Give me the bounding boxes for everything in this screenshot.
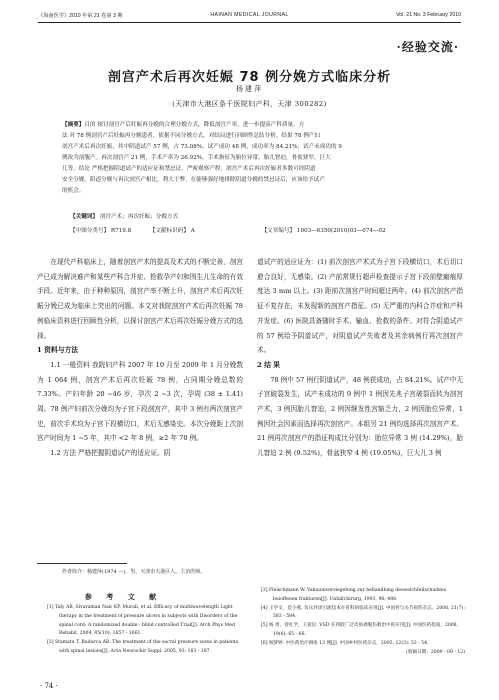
doc-code: 【文献标识码】 A <box>149 228 195 234</box>
keywords <box>70 212 178 220</box>
section-label: ·经验交流· <box>396 40 459 54</box>
header-volume: Vol. 21 No. 3 February 2010 <box>396 12 461 18</box>
abstract-line: 剖宫产术后再次妊娠，其中阴道试产 57 例，占 73.08%，试产成功 48 例，成功率为 84.21%；试产未成功的 9 <box>62 144 342 150</box>
body-paragraph: 78 例中 57 例行阴道试产，48 例获成功，占 84.21%。试产中无子宫破裂发生，试产未成功的 9 例中 1 例因先兆子宫破裂而转为剖宫产术，3 例因胎儿窘迫，2 例因继发性宫缩乏力，2 例因胎位异常，1 例因社会因素而选择再次剖宫产。本组另 21 例均选择再次剖宫产术。21 例再次剖宫产的指征构成比分别为：胎位异常 3 例 (14.29%)，胎儿窘迫 2 例 (9.52%)，骨盆狭窄 4 例 (19.05%)，巨大儿 3 例 <box>257 375 463 458</box>
abstract-line: 的机会。 <box>62 188 85 194</box>
abstract-line: 法 对 78 例剖宫产后妊娠再分娩患者，依据不同分娩方式，对结局进行回顾性总结分析。结果 78 例产妇 <box>62 133 321 139</box>
abstract-line: 目的 探讨剖宫产后妊娠再分娩的合理分娩方式，降低剖宫产率，进一步提高产科质量。方 <box>84 122 305 128</box>
page-number: · 74 · <box>40 682 58 690</box>
clc-number: 【中图分类号】 R719.8 <box>70 228 132 234</box>
body-right-column <box>257 255 463 461</box>
body-paragraph: 1.2 方法 严格把握阴道试产的适应证。阴 <box>50 449 171 458</box>
reference-item: [4] 王学文，范小燕. 负压封闭引流技术在骨科的临床应用[J]. 中国骨与关节损伤杂志，2006, 21(7): 583 - 584. <box>261 605 465 620</box>
reference-item: [1] Taly AB, Sivaraman Nair KP, Murali, et al. Efficacy of multiwavelength Light therapy in the treatment of pressure ulcers in subjects with Disorders of the spinal cord: A randomized double - blind controlled Trial[J]. Arch Phys Med Rehabil, 2004, 85(10): 1657 - 1661. <box>47 605 238 637</box>
author-footnote: 作者简介：杨建萍(1974 —)，男，天津市大港区人，主治医师。 <box>62 569 206 575</box>
body-paragraph: 1.1 一般资料 我院妇产科 2007 年 10 月至 2009 年 1 月分娩数为 1 064 例，剖宫产术后再次妊娠 78 例，占同期分娩总数的 7.33%。产妇年龄 20 ~46 岁，孕次 2 ~3 次，孕周 (38 ± 1.41) 周。78 例产妇前次分娩均为子宫下段剖宫产，其中 3 例有两次剖宫产史，前次手术均为子宫下段横切口，术后无感染史。本次分娩距上次剖宫产时间为 1 ~5 年，其中 <2 年 8 例，≥2 年 70 例。 <box>37 360 243 443</box>
header-journal-cn: 《海南医学》2010 年第 21 卷第 3 期 <box>38 13 123 19</box>
references-heading: 参 考 文 献 <box>84 592 163 601</box>
body-paragraph: 道试产的适应证为：(1) 前次剖宫产术式为子宫下段横切口，术后切口愈合良好，无感染。(2) 产前常规行超声检查提示子宫下段前壁瘢痕厚度达 3 mm 以上。(3) 距前次剖宫产时间超过两年。(4) 前次剖宫产指征不复存在，未发现新的剖宫产指征。(5) 无严重的内科合并症和产科并发症。(6) 医院具备随时手术、输血、抢救的条件。对符合阴道试产的 57 例给予阴道试产，对阴道试产失败者及其余病例行再次剖宫产术。 <box>257 258 463 355</box>
affiliation: (天津市大港区条千医院妇产科，天津 300282) <box>172 100 327 108</box>
reference-list-right <box>261 587 465 657</box>
section-heading: 1 资料与方法 <box>37 346 79 355</box>
reference-item: [6] 杨梦婷. 中医药治疗褥疮 13 例[J]. 中国乡村医药杂志，2005, 12(3): 53 - 54. <box>261 640 429 646</box>
footnote-rule <box>37 563 127 564</box>
abstract-label: 【摘要】 <box>62 122 85 128</box>
body-paragraph: 在现代产科临床上，随着剖宫产术的提高及术式的不断完善，剖宫产已成为解决难产和某些产科合并症、抢救孕产妇和围生儿生命的有效手段。近年来，由于种种原因，剖宫产率不断上升，剖宫产术后再次妊娠分娩已成为临床上突出的问题。本文对我院剖宫产术后再次妊娠 78 例临床资料进行回顾性分析，以探讨剖宫产术后再次妊娠分娩方式的选择。 <box>37 258 243 340</box>
article-title: 剖宫产术后再次妊娠 78 例分娩方式临床分析 <box>107 70 392 85</box>
section-heading: 2 结 果 <box>257 360 281 369</box>
abstract-line: 儿等。结论 严格把握阴道试产的适应证和禁忌证，严密观察产程，剖宫产术后再次妊娠者多数可经阴道 <box>62 166 316 172</box>
running-header <box>38 10 461 23</box>
abstract-line: 例改为剖腹产。再次剖宫产 21 例，手术产率为 26.92%。手术指征为胎位异常，胎儿窘迫，骨盆狭窄，巨大 <box>62 155 331 161</box>
reference-list-left <box>47 604 243 657</box>
classification-meta <box>70 226 437 234</box>
author: 杨建萍 <box>236 85 263 93</box>
abstract <box>62 120 437 197</box>
received-date: (收稿日期：2009 - 09 - 12) <box>406 649 465 655</box>
keywords-label: 【关键词】 <box>70 214 98 220</box>
keywords-value: 剖宫产术；再次妊娠；分娩方式 <box>99 214 179 220</box>
reference-item: [2] Stamatu T, Budurca AR. The treatment of the sacral pressure sores in patients with spinal lesions[J]. Acta Neurochir Suppl, 2005, 93: 183 - 187. <box>47 640 239 654</box>
body-left-column <box>37 255 243 461</box>
reference-item: [5] 杨 勇，曾礼学，王爱民. VSD 在四肢广泛皮肤剥脱伤救治中的应用[J]. 中国医药指南，2008, 19(6): 65 - 66. <box>261 623 459 637</box>
article-number: 【文章编号】 1003—6350(2010)03—074—02 <box>261 228 386 234</box>
abstract-line: 安全分娩。阴道分娩与再次剖宫产相比，利大于弊，在能够强好地排除阴道分娩的禁忌证后，应该给予试产 <box>62 177 325 183</box>
header-journal-en: HAINAN MEDICAL JOURNAL <box>210 12 289 18</box>
reference-item: [3] Fleischmann W. Vakuumversiegelung zur behandlung desweichteilschadens beioffenen frakturen[J]. Unfallchirurg, 1993, 96: 488. <box>261 588 447 602</box>
